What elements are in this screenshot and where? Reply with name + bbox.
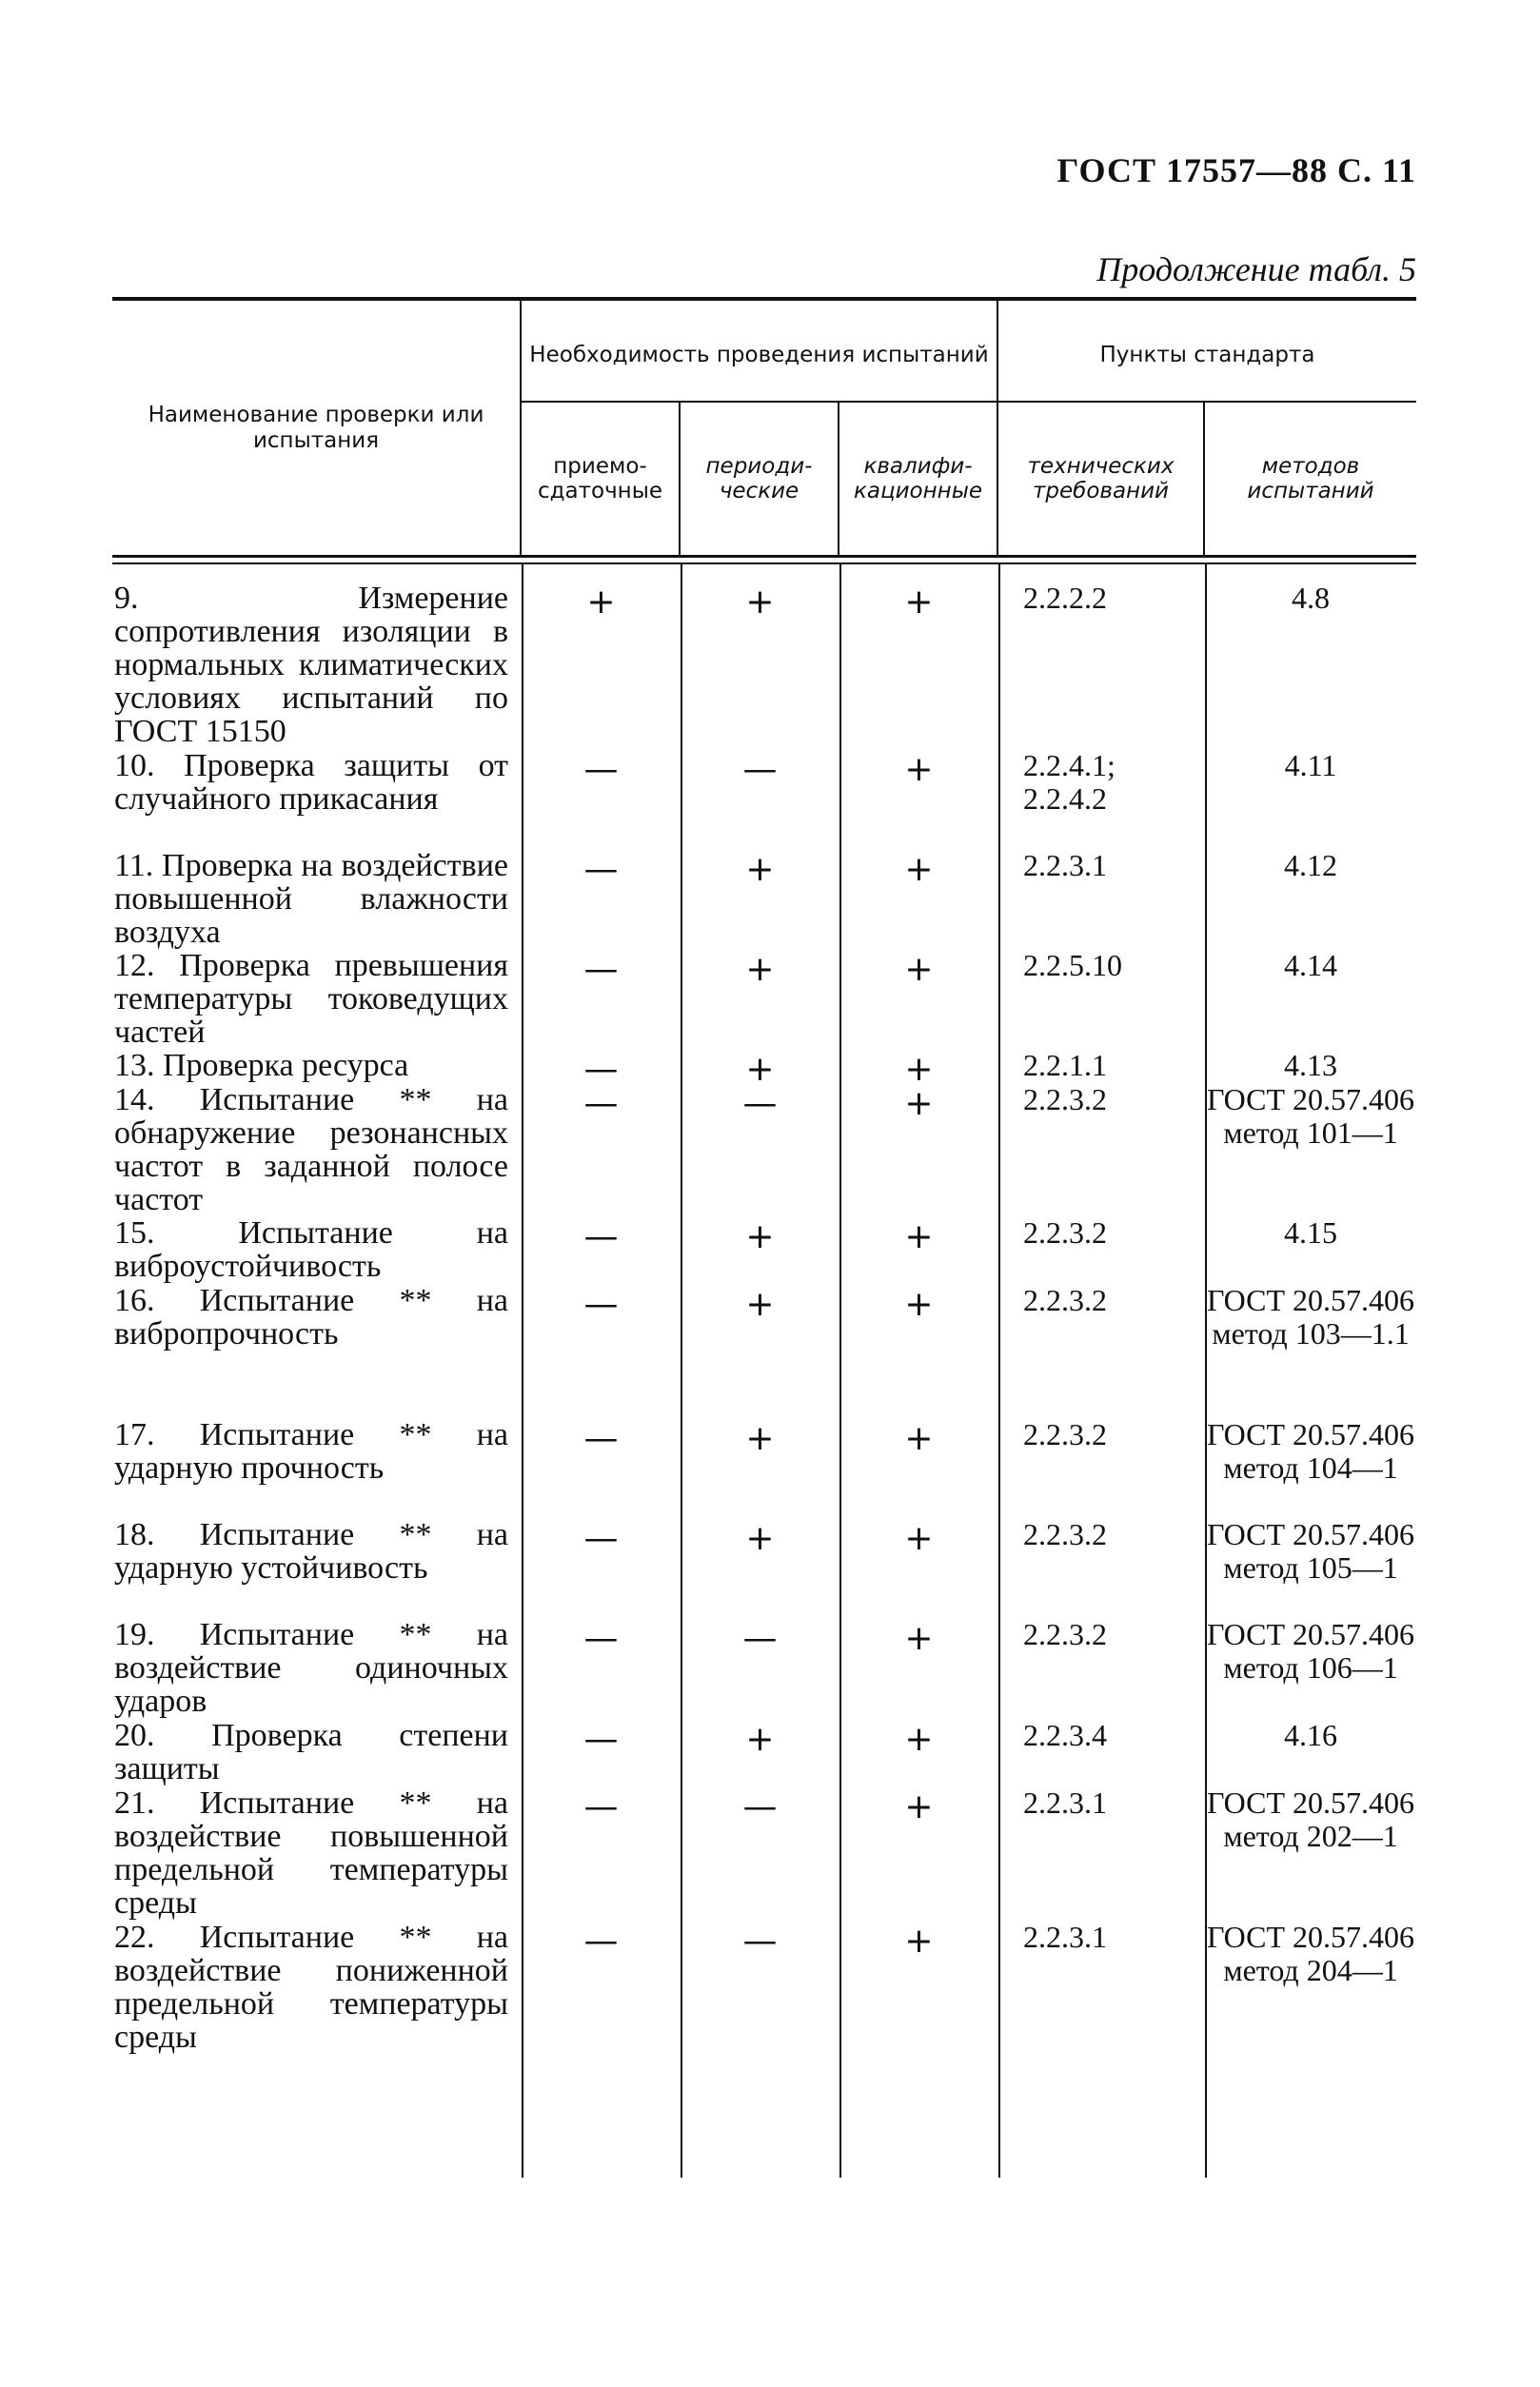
row-tech: 2.2.3.2 [1023, 1517, 1107, 1551]
row-name: 15. Испытание на виброустойчивость [114, 1215, 508, 1284]
row-periodic: + [745, 1519, 775, 1558]
row-name: 12. Проверка превышения температуры токоведущих частей [114, 948, 508, 1050]
row-qualification: + [904, 1519, 934, 1558]
row-acceptance: + [586, 582, 616, 621]
row-acceptance: — [583, 750, 619, 789]
row-qualification: + [904, 1419, 934, 1458]
row-acceptance: — [583, 1922, 619, 1961]
row-tech: 2.2.3.2 [1023, 1082, 1107, 1116]
row-name: 18. Испытание ** на ударную устойчивость [114, 1517, 508, 1586]
row-periodic: + [745, 850, 775, 889]
row-tech: 2.2.3.4 [1023, 1718, 1107, 1752]
table-row [112, 1518, 1416, 1618]
row-qualification: + [904, 950, 934, 989]
row-acceptance: — [583, 1519, 619, 1558]
row-acceptance: — [583, 1217, 619, 1256]
row-qualification: + [904, 1050, 934, 1089]
test-table [112, 297, 1416, 2178]
row-name: 19. Испытание ** на воздействие одиночных ударов [114, 1617, 508, 1719]
row-qualification: + [904, 1217, 934, 1256]
row-name: 14. Испытание ** на обнаружение резонансных частот в заданной полосе частот [114, 1082, 508, 1217]
row-name: 22. Испытание ** на воздействие пониженной предельной температуры среды [114, 1920, 508, 2055]
row-name: 11. Проверка на воздействие повышенной влажности воздуха [114, 848, 508, 950]
row-method: ГОСТ 20.57.406 метод 204—1 [1206, 1920, 1415, 1987]
header-standard-group: Пункты стандарта [998, 301, 1416, 403]
row-periodic: — [742, 1787, 778, 1826]
row-method: 4.12 [1284, 848, 1337, 882]
row-acceptance: — [583, 1619, 619, 1658]
row-periodic: + [745, 950, 775, 989]
row-periodic: — [742, 1922, 778, 1961]
table-row [112, 1618, 1416, 1719]
table-row [112, 1719, 1416, 1786]
row-periodic: + [745, 1285, 775, 1324]
table-row [112, 1921, 1416, 2055]
row-tech: 2.2.3.1 [1023, 1785, 1107, 1820]
table-row [112, 1418, 1416, 1518]
row-tech: 2.2.3.2 [1023, 1215, 1107, 1250]
page-header: ГОСТ 17557—88 С. 11 [1056, 151, 1416, 189]
row-acceptance: — [583, 950, 619, 989]
header-periodic: периоди-ческие [681, 403, 839, 555]
table-row [112, 1083, 1416, 1216]
row-qualification: + [904, 1787, 934, 1826]
row-tech: 2.2.3.2 [1023, 1417, 1107, 1451]
row-method: ГОСТ 20.57.406 метод 105—1 [1206, 1517, 1415, 1585]
row-name: 21. Испытание ** на воздействие повышенной предельной температуры среды [114, 1785, 508, 1921]
row-periodic: + [745, 1050, 775, 1089]
row-tech: 2.2.4.1; 2.2.4.2 [1023, 748, 1116, 816]
row-qualification: + [904, 1285, 934, 1324]
row-tech: 2.2.2.2 [1023, 581, 1107, 615]
header-need-group: Необходимость проведения испытаний [522, 301, 998, 403]
row-acceptance: — [583, 850, 619, 889]
row-tech: 2.2.3.2 [1023, 1283, 1107, 1317]
row-name: 16. Испытание ** на вибропрочность [114, 1283, 508, 1351]
row-periodic: — [742, 750, 778, 789]
table-row [112, 1216, 1416, 1284]
row-method: 4.8 [1292, 581, 1330, 615]
table-row [112, 1284, 1416, 1418]
table-row [112, 1786, 1416, 1921]
row-tech: 2.2.3.1 [1023, 1920, 1107, 1954]
row-qualification: + [904, 1922, 934, 1961]
row-name: 17. Испытание ** на ударную прочность [114, 1417, 508, 1486]
table-row [112, 749, 1416, 849]
row-periodic: — [742, 1619, 778, 1658]
row-acceptance: — [583, 1787, 619, 1826]
header-qualification: квалифи-кационные [839, 403, 998, 555]
row-qualification: + [904, 1619, 934, 1658]
table-rows [112, 582, 1416, 2055]
row-periodic: + [745, 582, 775, 621]
header-test-methods: методов испытаний [1247, 453, 1374, 503]
row-acceptance: — [583, 1419, 619, 1458]
table-row [112, 582, 1416, 749]
row-tech: 2.2.3.2 [1023, 1617, 1107, 1651]
row-acceptance: — [583, 1084, 619, 1123]
row-name: 9. Измерение сопротивления изоляции в нормальных климатических условиях испытаний по ГОСТ 15150 [114, 581, 508, 749]
row-method: 4.16 [1284, 1718, 1337, 1752]
header-tech-requirements: технических требований [998, 403, 1205, 555]
table-row [112, 849, 1416, 949]
row-qualification: + [904, 1720, 934, 1759]
row-method: ГОСТ 20.57.406 метод 101—1 [1206, 1082, 1415, 1150]
row-method: ГОСТ 20.57.406 метод 202—1 [1206, 1785, 1415, 1853]
table-row [112, 949, 1416, 1049]
row-acceptance: — [583, 1050, 619, 1089]
row-acceptance: — [583, 1720, 619, 1759]
table-row [112, 1048, 1416, 1089]
row-periodic: + [745, 1217, 775, 1256]
header-name: Наименование проверки или испытания [112, 301, 522, 555]
row-method: 4.13 [1284, 1048, 1337, 1082]
row-periodic: — [742, 1084, 778, 1123]
row-periodic: + [745, 1419, 775, 1458]
row-qualification: + [904, 1084, 934, 1123]
table-header [112, 301, 1416, 555]
header-acceptance: приемо-сдаточные [522, 403, 681, 555]
header-rule [112, 555, 1416, 558]
table-continuation-caption: Продолжение табл. 5 [1096, 250, 1416, 288]
row-tech: 2.2.5.10 [1023, 948, 1122, 982]
table-body [112, 564, 1416, 2178]
row-method: 4.11 [1284, 748, 1337, 782]
row-name: 10. Проверка защиты от случайного прикасания [114, 748, 508, 817]
row-qualification: + [904, 750, 934, 789]
row-periodic: + [745, 1720, 775, 1759]
row-method: ГОСТ 20.57.406 метод 104—1 [1206, 1417, 1415, 1485]
row-method: 4.15 [1284, 1215, 1337, 1250]
row-acceptance: — [583, 1285, 619, 1324]
row-tech: 2.2.3.1 [1023, 848, 1107, 882]
row-method: 4.14 [1284, 948, 1337, 982]
row-method: ГОСТ 20.57.406 метод 106—1 [1206, 1617, 1415, 1685]
row-qualification: + [904, 582, 934, 621]
row-qualification: + [904, 850, 934, 889]
row-tech: 2.2.1.1 [1023, 1048, 1107, 1082]
row-name: 20. Проверка степени защиты [114, 1718, 508, 1786]
row-method: ГОСТ 20.57.406 метод 103—1.1 [1206, 1283, 1415, 1351]
row-name: 13. Проверка ресурса [114, 1048, 409, 1083]
